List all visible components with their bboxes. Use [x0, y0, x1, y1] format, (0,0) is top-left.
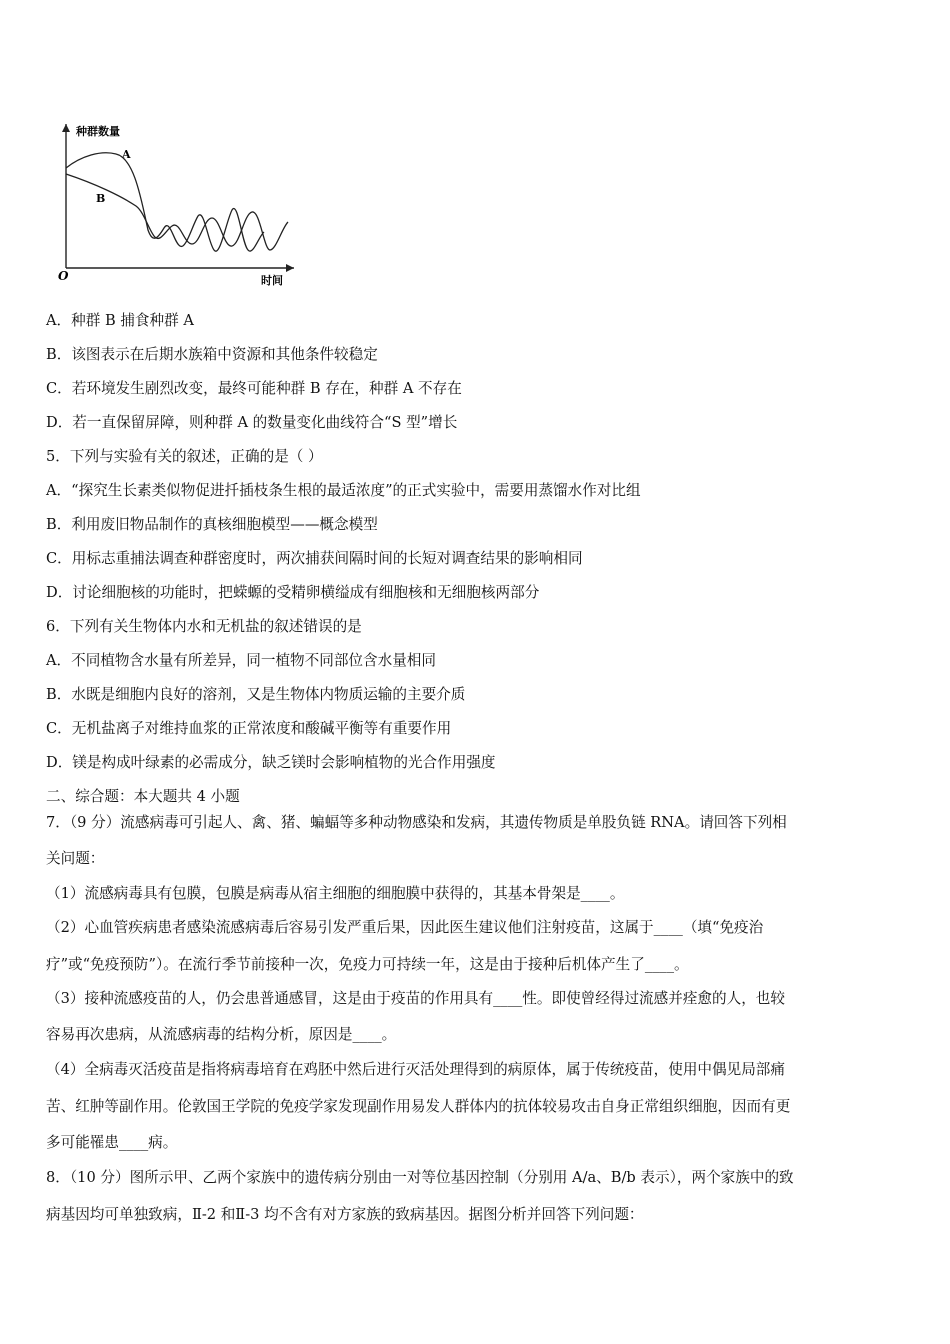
curve-a-label: A	[122, 148, 131, 161]
question-8-line-1: 8．（10 分）图所示甲、乙两个家族中的遗传病分别由一对等位基因控制（分别用 A/a、B/b 表示），两个家族中的致	[46, 1169, 794, 1186]
question-7-part-4-line-2: 苦、红肿等副作用。伦敦国王学院的免疫学家发现副作用易发人群体内的抗体较易攻击自身正常组织细胞，因而有更	[46, 1098, 791, 1115]
option-6a: A．不同植物含水量有所差异，同一植物不同部位含水量相同	[46, 652, 436, 669]
question-7-part-2-line-2: 疗”或“免疫预防”）。在流行季节前接种一次，免疫力可持续一年，这是由于接种后机体产生了____。	[46, 956, 689, 973]
question-7-part-3-line-2: 容易再次患病，从流感病毒的结构分析，原因是____。	[46, 1026, 397, 1043]
option-6b: B．水既是细胞内良好的溶剂，又是生物体内物质运输的主要介质	[46, 686, 466, 703]
question-7-part-4-line-3: 多可能罹患____病。	[46, 1134, 178, 1151]
question-7-line-1: 7．（9 分）流感病毒可引起人、禽、猪、蝙蝠等多种动物感染和发病，其遗传物质是单股负链 RNA。请回答下列相	[46, 814, 787, 831]
question-7-part-1: （1）流感病毒具有包膜，包膜是病毒从宿主细胞的细胞膜中获得的，其基本骨架是____。	[46, 885, 625, 902]
origin-label: O	[58, 269, 69, 283]
curve-b-label: B	[96, 192, 106, 205]
population-graph	[56, 118, 296, 293]
option-5b: B．利用废旧物品制作的真核细胞模型——概念模型	[46, 516, 378, 533]
option-5a: A．“探究生长素类似物促进扦插枝条生根的最适浓度”的正式实验中，需要用蒸馏水作对比组	[46, 482, 641, 499]
x-axis-label: 时间	[261, 274, 283, 287]
option-6d: D．镁是构成叶绿素的必需成分，缺乏镁时会影响植物的光合作用强度	[46, 754, 496, 771]
option-4a: A．种群 B 捕食种群 A	[46, 312, 194, 329]
question-7-part-2-line-1: （2）心血管疾病患者感染流感病毒后容易引发严重后果，因此医生建议他们注射疫苗，这属于____（填“免疫治	[46, 919, 764, 936]
question-7-part-4-line-1: （4）全病毒灭活疫苗是指将病毒培育在鸡胚中然后进行灭活处理得到的病原体，属于传统疫苗，使用中偶见局部痛	[46, 1061, 785, 1078]
question-7-part-3-line-1: （3）接种流感疫苗的人，仍会患普通感冒，这是由于疫苗的作用具有____性。即使曾经得过流感并痊愈的人，也较	[46, 990, 785, 1007]
question-7-line-2: 关问题：	[46, 850, 105, 867]
population-curve-chart	[56, 118, 296, 293]
curve-b	[66, 174, 288, 250]
question-5: 5．下列与实验有关的叙述，正确的是（ ）	[46, 448, 323, 465]
option-4d: D．若一直保留屏障，则种群 A 的数量变化曲线符合“S 型”增长	[46, 414, 458, 431]
option-6c: C．无机盐离子对维持血浆的正常浓度和酸碱平衡等有重要作用	[46, 720, 452, 737]
question-6: 6．下列有关生物体内水和无机盐的叙述错误的是	[46, 618, 362, 635]
x-axis-arrow	[286, 264, 294, 272]
section-heading: 二、综合题：本大题共 4 小题	[46, 788, 240, 805]
question-8-line-2: 病基因均可单独致病，Ⅱ-2 和Ⅱ-3 均不含有对方家族的致病基因。据图分析并回答下列问题：	[46, 1206, 644, 1223]
option-4b: B．该图表示在后期水族箱中资源和其他条件较稳定	[46, 346, 378, 363]
y-axis-label: 种群数量	[76, 125, 120, 138]
option-4c: C．若环境发生剧烈改变，最终可能种群 B 存在，种群 A 不存在	[46, 380, 462, 397]
y-axis-arrow	[62, 124, 70, 132]
option-5c: C．用标志重捕法调查种群密度时，两次捕获间隔时间的长短对调查结果的影响相同	[46, 550, 583, 567]
option-5d: D．讨论细胞核的功能时，把蝾螈的受精卵横缢成有细胞核和无细胞核两部分	[46, 584, 540, 601]
